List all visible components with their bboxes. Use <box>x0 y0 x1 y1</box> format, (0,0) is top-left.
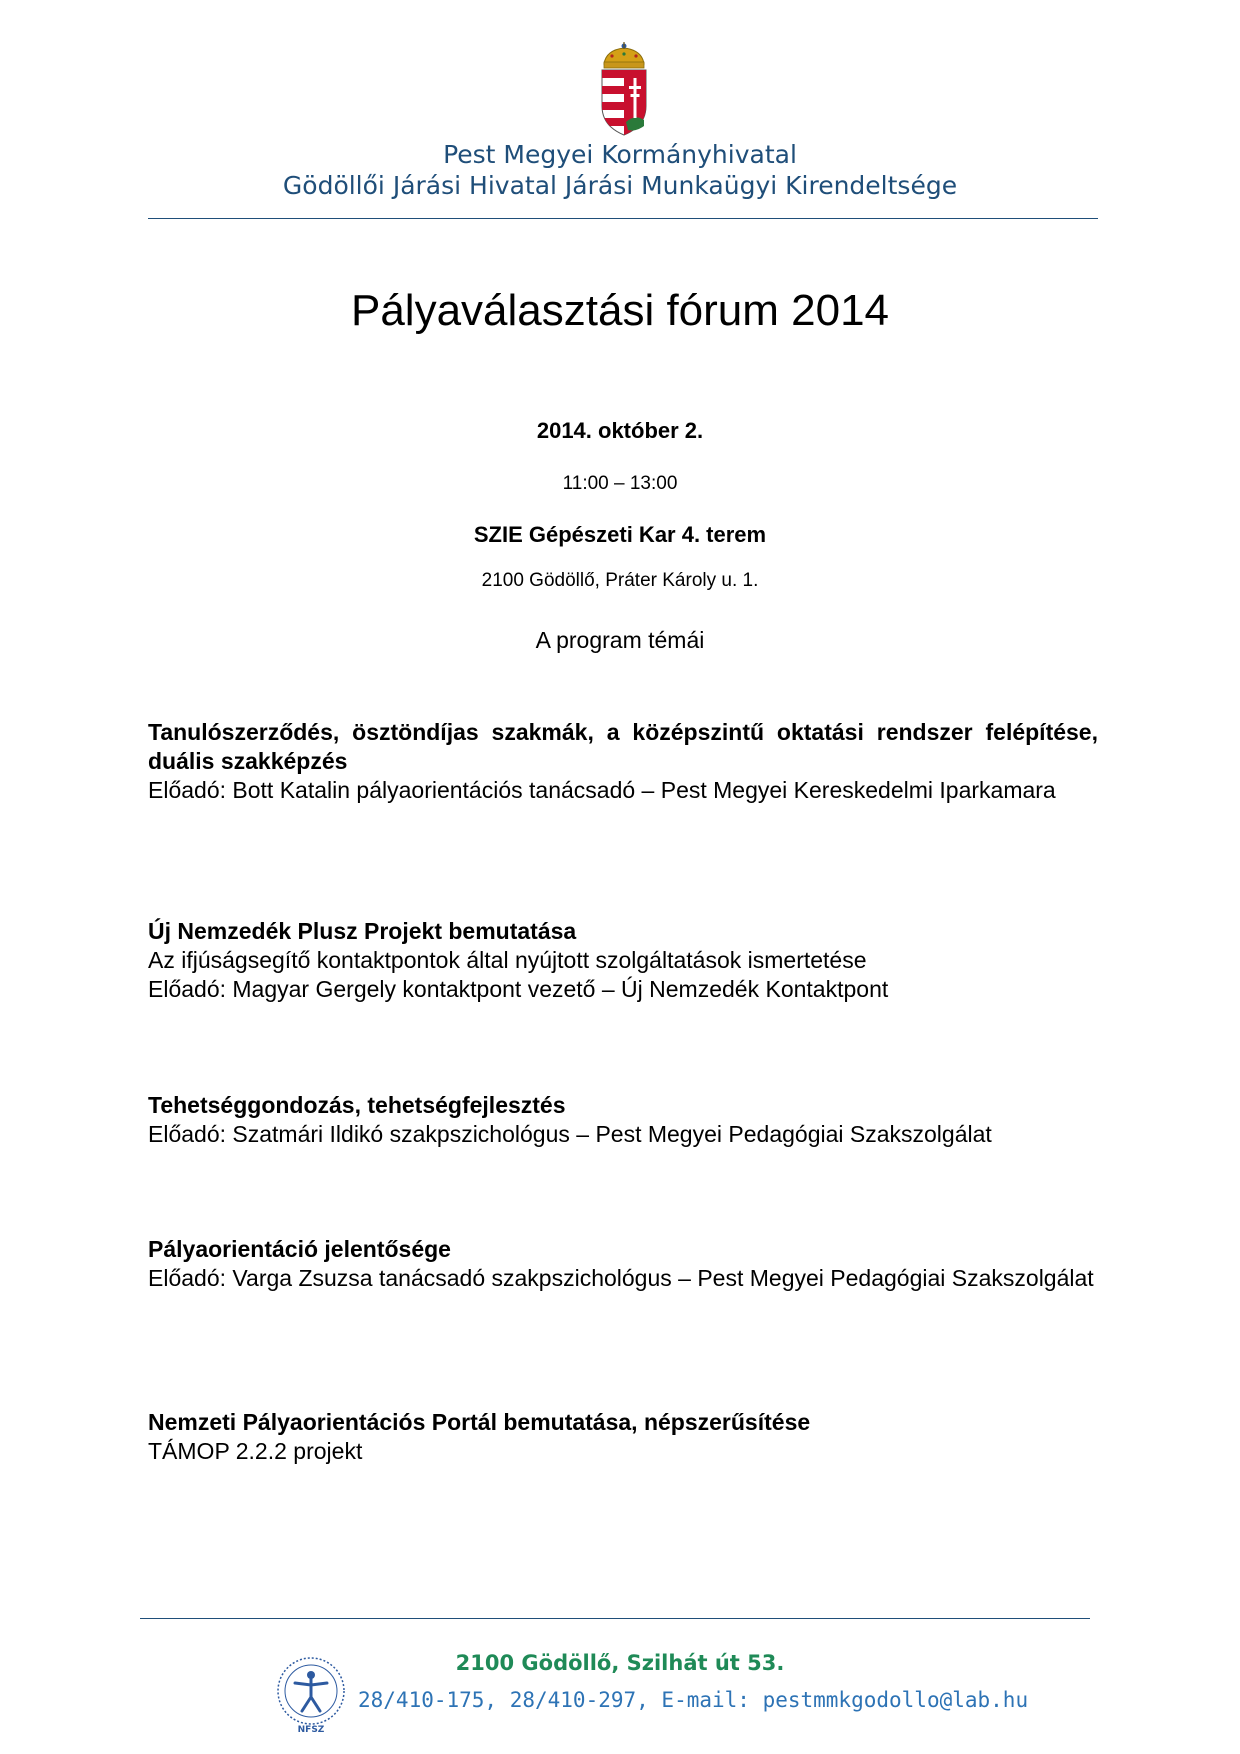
topic-speaker: Előadó: Varga Zsuzsa tanácsadó szakpszichológus – Pest Megyei Pedagógiai Szakszolgálat <box>148 1265 1094 1291</box>
hungarian-coat-of-arms-icon <box>598 42 650 137</box>
topic-item <box>148 718 1098 805</box>
page-title: Pályaválasztási fórum 2014 <box>350 286 890 335</box>
topic-heading: Tanulószerződés, ösztöndíjas szakmák, a középszintű oktatási rendszer felépítése, duális szakképzés <box>148 719 1098 774</box>
footer-address: 2100 Gödöllő, Szilhát út 53. <box>455 1651 785 1675</box>
footer-contact: 28/410-175, 28/410-297, E-mail: pestmmkgodollo@lab.hu <box>358 1688 1029 1712</box>
org-subunit: Gödöllői Járási Hivatal Járási Munkaügyi Kirendeltsége <box>282 171 958 200</box>
footer-divider <box>140 1618 1090 1619</box>
event-address: 2100 Gödöllő, Práter Károly u. 1. <box>481 570 759 591</box>
org-name: Pest Megyei Kormányhivatal <box>443 140 797 169</box>
event-date: 2014. október 2. <box>536 418 704 443</box>
event-venue: SZIE Gépészeti Kar 4. terem <box>473 522 767 547</box>
topic-heading: Új Nemzedék Plusz Projekt bemutatása <box>148 918 577 944</box>
topic-item <box>148 1235 1098 1293</box>
topic-heading: Pályaorientáció jelentősége <box>148 1236 451 1262</box>
program-heading: A program témái <box>535 627 705 653</box>
topic-heading: Tehetséggondozás, tehetségfejlesztés <box>148 1092 566 1118</box>
header-divider <box>148 218 1098 219</box>
topic-speaker: Előadó: Szatmári Ildikó szakpszichológus – Pest Megyei Pedagógiai Szakszolgálat <box>148 1121 992 1147</box>
topic-item <box>148 1091 1098 1149</box>
topic-item <box>148 917 1098 1004</box>
topic-heading: Nemzeti Pályaorientációs Portál bemutatása, népszerűsítése <box>148 1409 811 1435</box>
topic-speaker: Előadó: Bott Katalin pályaorientációs tanácsadó – Pest Megyei Kereskedelmi Iparkamara <box>148 777 1056 803</box>
topic-description: Az ifjúságsegítő kontaktpontok által nyújtott szolgáltatások ismertetése <box>148 947 867 973</box>
topic-project: TÁMOP 2.2.2 projekt <box>148 1438 363 1464</box>
topic-item <box>148 1408 1098 1466</box>
event-time: 11:00 – 13:00 <box>562 473 678 494</box>
nfsz-logo-text: NFSZ <box>297 1725 325 1735</box>
topic-speaker: Előadó: Magyar Gergely kontaktpont vezető – Új Nemzedék Kontaktpont <box>148 976 889 1002</box>
